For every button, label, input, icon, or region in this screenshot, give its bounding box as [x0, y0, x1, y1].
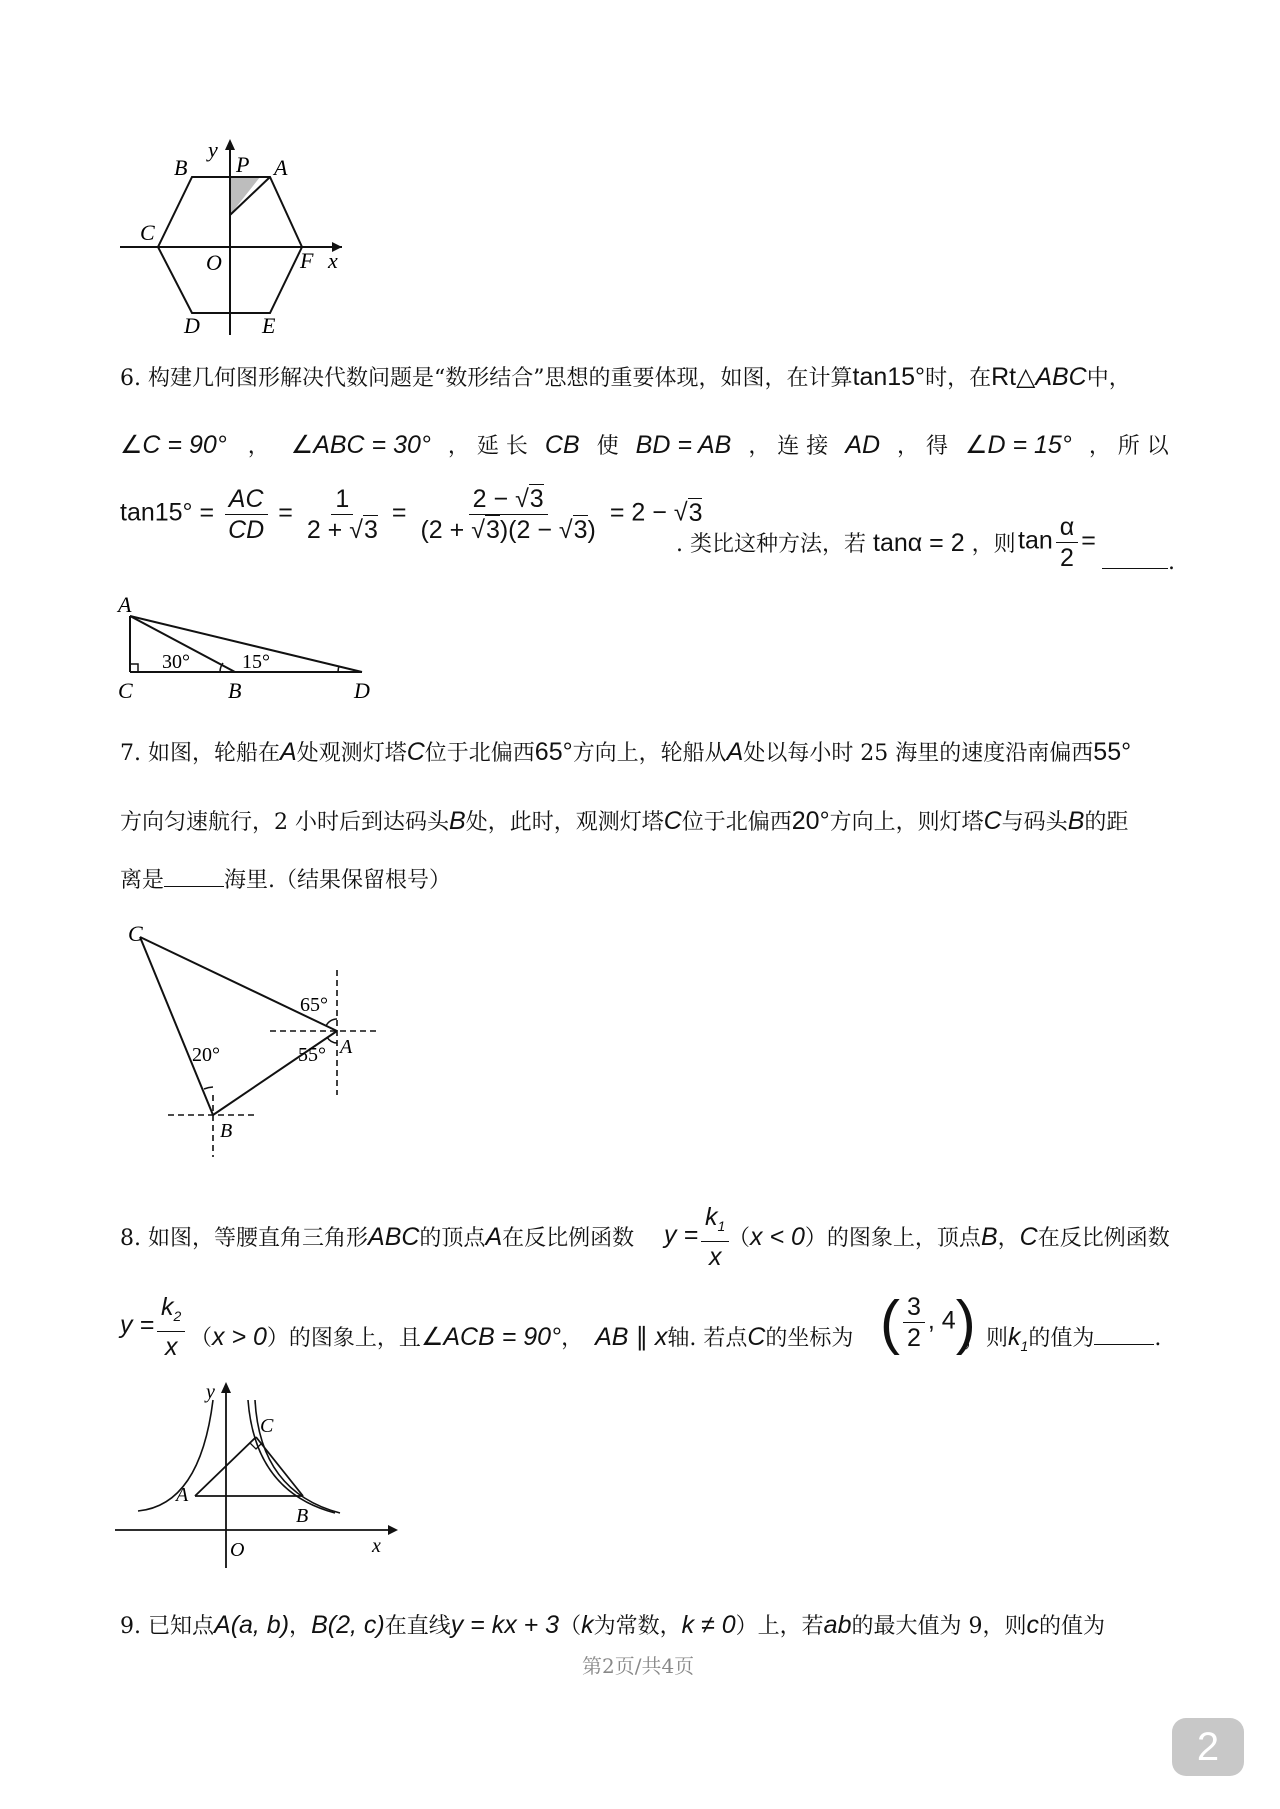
q6-math: AD [845, 431, 881, 459]
q7-math: 65° [534, 738, 573, 766]
q6-result: = 2 − √3 [609, 498, 703, 527]
q7-math: 20° [791, 807, 830, 835]
label-d: D [184, 313, 200, 338]
q6-math: tan [1018, 526, 1053, 555]
q9-math: c [1026, 1611, 1039, 1639]
q8-fraction-k1-x: $\frac{k_1}{x}$ [701, 1202, 729, 1272]
q9-math: B(2, c) [311, 1611, 385, 1639]
q9-number: 9. [120, 1614, 141, 1639]
q7-math: C [983, 807, 1002, 835]
q8-line1-cont [728, 1222, 1170, 1254]
q7-text: 处以每小时 25 海里的速度沿南偏西 [743, 741, 1094, 766]
q7-number: 7. [120, 741, 141, 766]
label-b: B [228, 678, 242, 703]
q7-text: 离是 [120, 868, 165, 893]
q6-fraction-alpha: $\frac{\alpha}{2}$ [1056, 512, 1078, 573]
q6-math: ∠D = 15° [965, 431, 1072, 459]
label-o: O [206, 250, 222, 275]
label-a: A [274, 155, 288, 180]
q8-math: y = [120, 1311, 155, 1339]
q6-text: ，则 [971, 532, 1016, 557]
q7-line2 [120, 806, 1128, 838]
q9-text: （ [559, 1614, 582, 1639]
q7-text: 位于北偏西 [424, 741, 535, 766]
q6-math: BD = AB [635, 431, 732, 459]
q7-text: 海里.（结果保留根号） [224, 868, 452, 893]
q8-text: ， [561, 1326, 584, 1351]
page-number-badge[interactable]: 2 [1172, 1718, 1244, 1776]
q8-math: ∠ACB = 90° [420, 1323, 562, 1351]
q7-text: 与码头 [1001, 810, 1068, 835]
q6-triangle-figure [110, 588, 390, 708]
q6-text: 构建几何图形解决代数问题是“数形结合”思想的重要体现，如图，在计算 [148, 366, 853, 391]
q6-fraction-one: $\frac{1}{2 + √3}$ [306, 485, 378, 544]
q8-text: 轴. 若点 [667, 1326, 748, 1351]
q6-text: ， [247, 434, 270, 459]
q6-answer-blank-line [1102, 546, 1175, 578]
q8-answer-blank[interactable] [1094, 1322, 1154, 1345]
q7-text: 位于北偏西 [681, 810, 792, 835]
q6-fraction-ac-cd: $\frac{AC}{CD}$ [224, 484, 268, 545]
angle-20: 20° [192, 1044, 220, 1066]
q9-math: y = kx + 3 [450, 1611, 560, 1639]
angle-55: 55° [298, 1044, 326, 1066]
q6-math: ∠C = 90° [120, 431, 227, 459]
q7-math: C [663, 807, 682, 835]
q9-text: 在直线 [384, 1614, 451, 1639]
label-p: P [236, 152, 250, 177]
q8-text: 的坐标为 [765, 1326, 854, 1351]
label-a: A [118, 592, 132, 617]
q6-text: . 类比这种方法，若 [676, 532, 866, 557]
q8-text: . [1154, 1326, 1162, 1351]
q6-text: ， 连 接 [748, 434, 829, 459]
y-axis-arrow [225, 139, 235, 150]
q8-paren-right: ) [955, 1288, 976, 1356]
label-e: E [262, 313, 276, 338]
q8-math: AB ∥ x [595, 1323, 668, 1351]
q6-text: ， 得 [897, 434, 949, 459]
q7-text: 处观测灯塔 [296, 741, 407, 766]
q8-func1 [664, 1202, 732, 1272]
q6-answer-blank[interactable] [1102, 546, 1168, 569]
label-x: x [328, 248, 338, 273]
q6-line2 [120, 430, 1169, 462]
q9-text: 的值为 [1038, 1614, 1105, 1639]
q7-answer-blank[interactable] [164, 864, 224, 887]
q8-math: x < 0 [750, 1223, 805, 1251]
q8-text: ）的图象上，顶点 [804, 1226, 981, 1251]
q6-text: ， 所 以 [1088, 434, 1169, 459]
q8-text: （ [190, 1326, 213, 1351]
q9-math: k ≠ 0 [681, 1611, 736, 1639]
q8-math: B [980, 1223, 998, 1251]
q8-func2 [120, 1292, 188, 1362]
angle-30: 30° [162, 651, 190, 673]
q6-text: 时，在 [925, 366, 992, 391]
q6-text: ， 延 长 [447, 434, 528, 459]
q7-math: 55° [1093, 738, 1132, 766]
q6-formula-line [120, 484, 702, 545]
q7-bearing-figure [120, 925, 390, 1170]
q6-text: 中， [1086, 366, 1131, 391]
q7-text: 如图，轮船在 [148, 741, 281, 766]
q6-math: tanα = 2 [873, 529, 965, 557]
label-a: A [340, 1036, 353, 1058]
page-footer: 第2页/共4页 [582, 1654, 695, 1678]
q6-number: 6. [120, 366, 141, 391]
q8-math: x > 0 [212, 1323, 267, 1351]
q9-text: ）上，若 [735, 1614, 824, 1639]
q8-text: 在反比例函数 [502, 1226, 635, 1251]
label-c: C [128, 925, 143, 946]
q8-coordinate [880, 1288, 976, 1356]
q9-line1 [120, 1610, 1105, 1642]
q9-text: 已知点 [148, 1614, 215, 1639]
q6-line1 [120, 362, 1131, 394]
angle-15: 15° [242, 651, 270, 673]
q9-text: ， [289, 1614, 312, 1639]
label-d: D [354, 678, 370, 703]
q7-text: 的距 [1084, 810, 1129, 835]
q6-formula-lhs: tan15° = [120, 498, 215, 527]
q7-line3 [120, 864, 451, 896]
q9-math: A(a, b) [214, 1611, 290, 1639]
label-c: C [260, 1415, 274, 1437]
label-y: y [206, 1381, 215, 1403]
q7-math: B [1067, 807, 1085, 835]
q8-paren-left: ( [880, 1288, 900, 1356]
q6-equals: = [278, 498, 293, 527]
q8-math: C [747, 1323, 766, 1351]
q8-math: C [1019, 1223, 1038, 1251]
q8-text: ）的图象上，且 [266, 1326, 421, 1351]
q9-text: 的最大值为 9，则 [851, 1614, 1027, 1639]
q6-math: CB [544, 431, 580, 459]
q6-question-line [676, 528, 1016, 560]
q6-equals: = [391, 498, 407, 527]
q6-text: . [1168, 550, 1175, 575]
q6-math: = [1081, 526, 1096, 555]
label-b: B [220, 1120, 233, 1142]
label-f: F [300, 248, 314, 273]
q7-math: C [406, 738, 425, 766]
q8-math: y = [664, 1221, 699, 1249]
q9-text: 为常数， [593, 1614, 682, 1639]
q8-number: 8. [120, 1226, 141, 1251]
q7-math: A [726, 738, 744, 766]
label-b: B [296, 1505, 309, 1527]
q8-line2-end [964, 1322, 1161, 1361]
hexagon-figure [110, 135, 350, 340]
q8-text: ，则 [964, 1326, 1009, 1351]
q8-text: （ [728, 1226, 751, 1251]
q7-line1 [120, 737, 1131, 769]
label-b: B [174, 155, 188, 180]
q9-math: k [581, 1611, 594, 1639]
q6-text: 使 [596, 434, 619, 459]
q7-math: B [449, 807, 466, 835]
q8-math: $k_1$ [1008, 1323, 1029, 1354]
q8-line1 [120, 1222, 634, 1254]
q8-math: ABC [368, 1223, 420, 1251]
q7-text: 方向上，则灯塔 [829, 810, 984, 835]
q6-math: ABC [1035, 363, 1087, 391]
q8-text: 如图，等腰直角三角形 [148, 1226, 369, 1251]
q8-fraction-3-2: $\frac{3}{2}$ [903, 1292, 925, 1353]
angle-65: 65° [300, 994, 328, 1016]
q6-math: Rt△ [991, 363, 1036, 391]
label-c: C [118, 678, 133, 703]
q6-fraction-rationalize: $\frac{2 - √3}{(2 + √3)(2 - √3)}$ [420, 485, 596, 544]
q6-math: tan15° [852, 363, 926, 391]
q6-math: ∠ABC = 30° [290, 431, 431, 459]
q8-coord-rest: , 4 [927, 1306, 956, 1335]
q8-math: A [485, 1223, 503, 1251]
q7-text: 方向匀速航行，2 小时后到达码头 [120, 810, 449, 835]
q9-math: ab [823, 1611, 852, 1639]
q8-text: 的值为 [1028, 1326, 1095, 1351]
label-o: O [230, 1539, 245, 1561]
q7-math: A [280, 738, 297, 766]
q6-answer-expression [1018, 512, 1096, 573]
q8-fraction-k2-x: $\frac{k_2}{x}$ [157, 1292, 185, 1362]
label-y: y [208, 137, 218, 162]
q8-text: 的顶点 [419, 1226, 486, 1251]
q7-text: 方向上，轮船从 [572, 741, 727, 766]
shaded-triangle [230, 177, 260, 215]
label-c: C [140, 220, 155, 245]
label-a: A [176, 1484, 189, 1506]
q8-line2 [190, 1322, 853, 1354]
q8-hyperbola-figure [110, 1380, 400, 1580]
q8-text: ， [997, 1226, 1020, 1251]
q8-text: 在反比例函数 [1037, 1226, 1170, 1251]
label-x: x [372, 1535, 381, 1557]
q7-text: 处，此时，观测灯塔 [465, 810, 664, 835]
